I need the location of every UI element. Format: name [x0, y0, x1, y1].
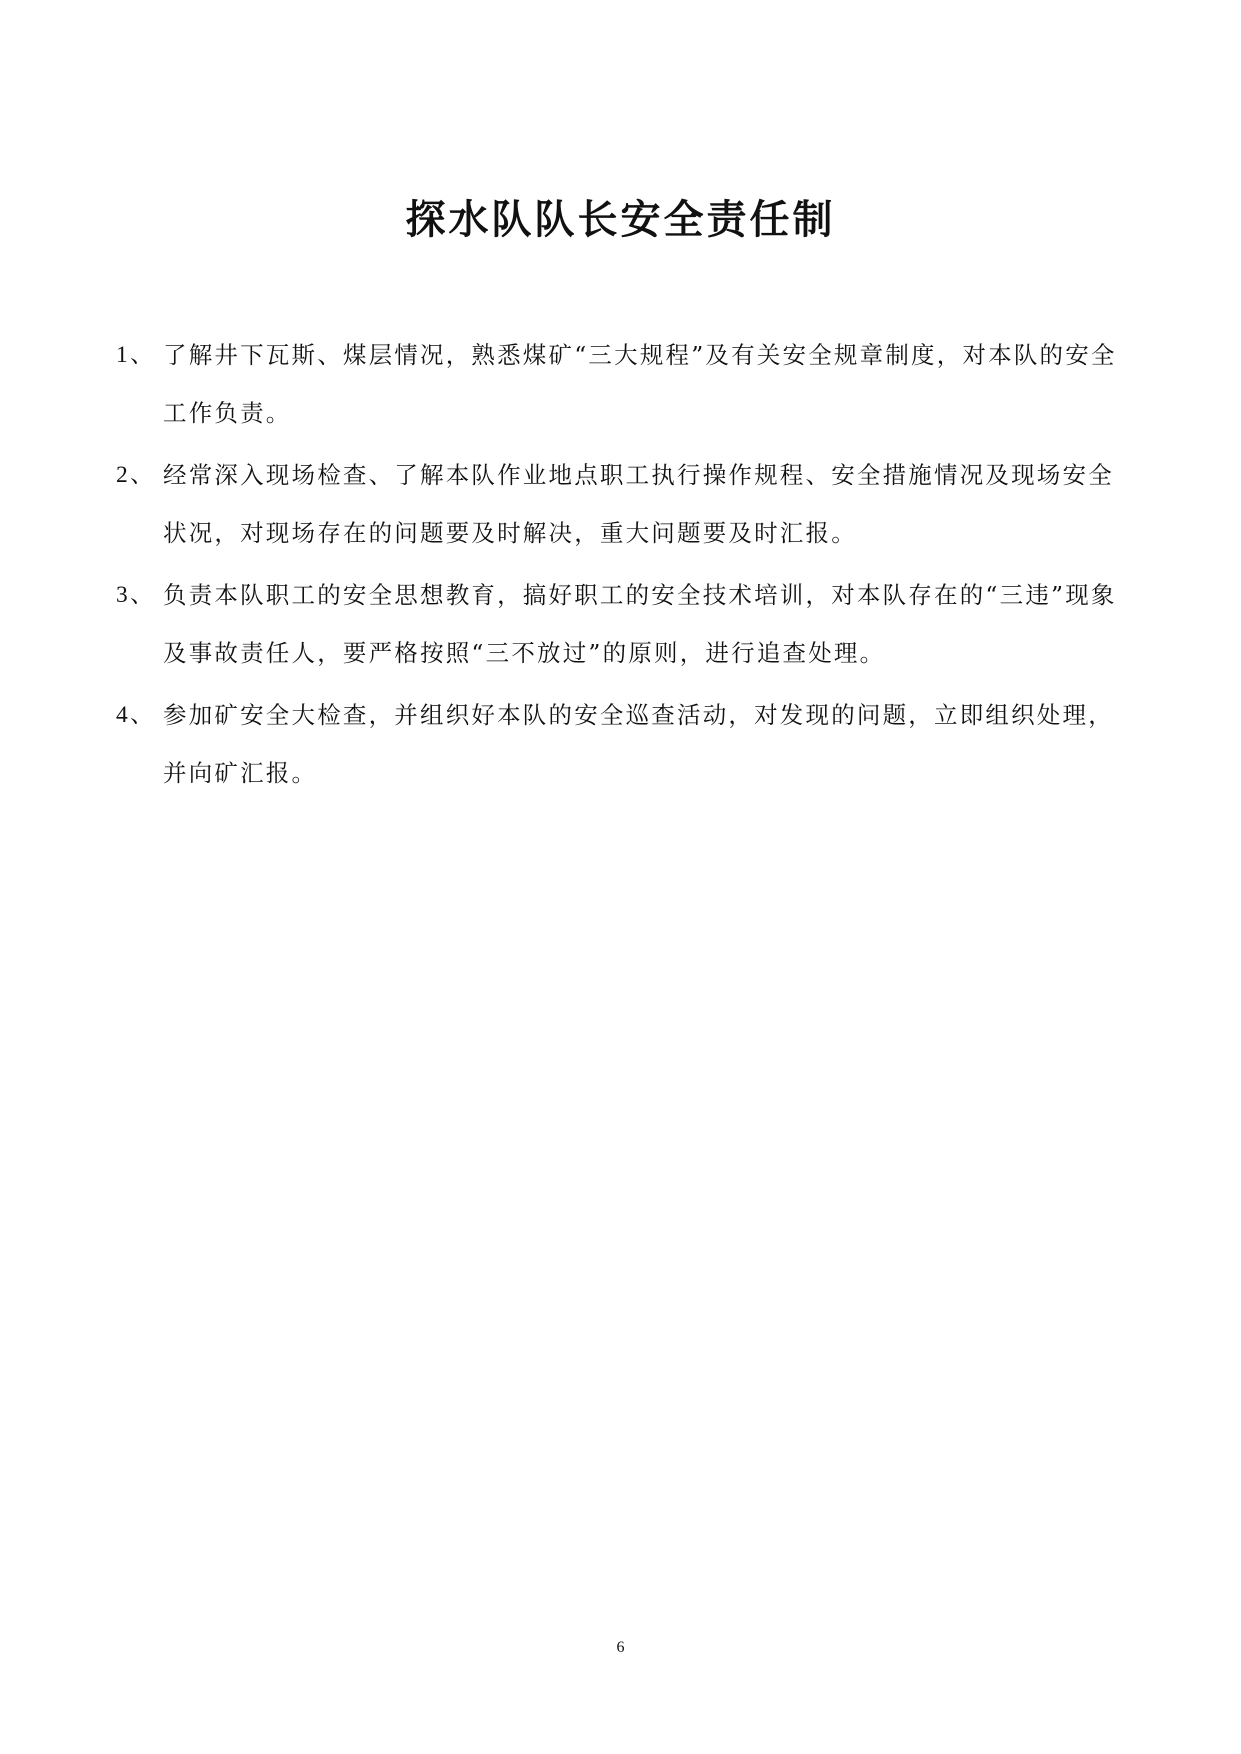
item-text: 了解井下瓦斯、煤层情况，熟悉煤矿“三大规程”及有关安全规章制度，对本队的安全工作负责。: [163, 341, 1117, 427]
item-number: 1、: [116, 342, 156, 368]
item-number: 3、: [116, 582, 156, 608]
list-item-2: [116, 446, 1128, 562]
list-item-4: [116, 686, 1128, 802]
responsibility-list: [116, 326, 1128, 806]
item-text: 负责本队职工的安全思想教育，搞好职工的安全技术培训，对本队存在的“三违”现象及事故责任人，要严格按照“三不放过”的原则，进行追查处理。: [163, 581, 1117, 667]
list-item-3: [116, 566, 1128, 682]
item-text: 经常深入现场检查、了解本队作业地点职工执行操作规程、安全措施情况及现场安全状况，对现场存在的问题要及时解决，重大问题要及时汇报。: [163, 461, 1114, 547]
document-title: 探水队队长安全责任制: [405, 196, 836, 243]
page-number: 6: [616, 1639, 625, 1656]
list-item-1: [116, 326, 1128, 442]
item-number: 2、: [116, 462, 156, 488]
item-text: 参加矿安全大检查，并组织好本队的安全巡查活动，对发现的问题，立即组织处理，并向矿汇报。: [163, 701, 1114, 787]
item-number: 4、: [116, 702, 156, 728]
